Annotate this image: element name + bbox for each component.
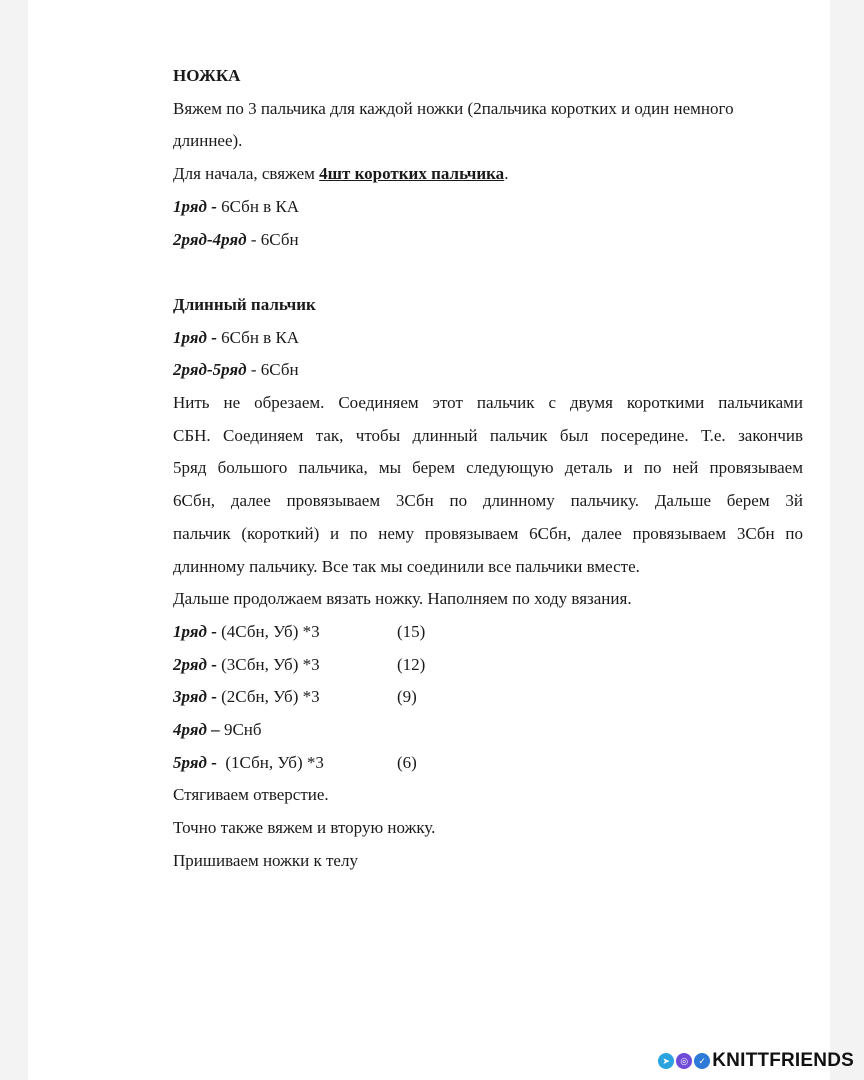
watermark (658, 1050, 854, 1072)
row-text: 9Снб (219, 720, 262, 740)
row-label: 4ряд – (173, 720, 220, 740)
row-label: 3ряд - (173, 687, 217, 707)
paragraph-line: Нить не обрезаем. Соединяем этот пальчик с двумя короткими пальчиками (173, 393, 803, 413)
short-row-2 (173, 224, 803, 257)
stitch-count: (6) (397, 752, 417, 772)
leg-row-3 (173, 681, 803, 714)
start-suffix: . (504, 164, 509, 184)
document-page (28, 0, 830, 1080)
intro-line-1: Вяжем по 3 пальчика для каждой ножки (2пальчика коротких и один немного (173, 98, 734, 118)
section-title-long-finger: Длинный пальчик (173, 294, 316, 314)
long-row-2 (173, 354, 803, 387)
start-prefix: Для начала, свяжем (173, 164, 320, 184)
row-text: - 6Сбн (246, 360, 299, 380)
intro-line-2: длиннее). (173, 131, 243, 151)
paragraph-line: длинному пальчику. Все так мы соединили все пальчики вместе. (173, 556, 640, 576)
vk-icon: ✓ (694, 1053, 710, 1069)
long-row-1 (173, 322, 803, 355)
leg-row-5 (173, 747, 803, 780)
stitch-count: (15) (397, 621, 426, 641)
row-text: (3Сбн, Уб) *3 (216, 654, 320, 674)
paragraph-line: пальчик (короткий) и по нему провязываем 6Сбн, далее провязываем 3Сбн по (173, 523, 803, 543)
leg-row-1 (173, 616, 803, 649)
continue-line: Дальше продолжаем вязать ножку. Наполняем по ходу вязания. (173, 589, 632, 609)
row-label: 2ряд - (173, 654, 217, 674)
stitch-count: (9) (397, 687, 417, 707)
leg-row-4 (173, 714, 803, 747)
row-text: (4Сбн, Уб) *3 (216, 621, 320, 641)
closing-line: Точно также вяжем и вторую ножку. (173, 818, 436, 838)
row-text: - 6Сбн (246, 229, 299, 249)
telegram-icon: ➤ (658, 1053, 674, 1069)
start-instruction (173, 158, 803, 191)
blank-line (173, 256, 803, 289)
paragraph-line: 6Сбн, далее провязываем 3Сбн по длинному пальчику. Дальше берем 3й (173, 491, 803, 511)
row-text: (1Сбн, Уб) *3 (216, 752, 324, 772)
row-label: 2ряд-4ряд (173, 229, 247, 249)
row-text: 6Сбн в КА (216, 196, 300, 216)
closing-line: Стягиваем отверстие. (173, 785, 329, 805)
start-bold-underlined: 4шт коротких пальчика (319, 164, 505, 184)
short-row-1 (173, 191, 803, 224)
row-text: (2Сбн, Уб) *3 (216, 687, 320, 707)
watermark-text: KNITTFRIENDS (712, 1050, 854, 1071)
paragraph-line: СБН. Соединяем так, чтобы длинный пальчик был посередине. Т.е. закончив (173, 425, 803, 445)
row-label: 1ряд - (173, 196, 217, 216)
row-label: 5ряд - (173, 752, 217, 772)
row-label: 1ряд - (173, 621, 217, 641)
row-label: 1ряд - (173, 327, 217, 347)
row-text: 6Сбн в КА (216, 327, 300, 347)
closing-line: Пришиваем ножки к телу (173, 850, 358, 870)
instagram-icon: ◎ (676, 1053, 692, 1069)
paragraph-line: 5ряд большого пальчика, мы берем следующую деталь и по ней провязываем (173, 458, 803, 478)
row-label: 2ряд-5ряд (173, 360, 247, 380)
section-title-leg: НОЖКА (173, 66, 241, 85)
document-content (173, 60, 803, 878)
leg-row-2 (173, 649, 803, 682)
stitch-count: (12) (397, 654, 426, 674)
